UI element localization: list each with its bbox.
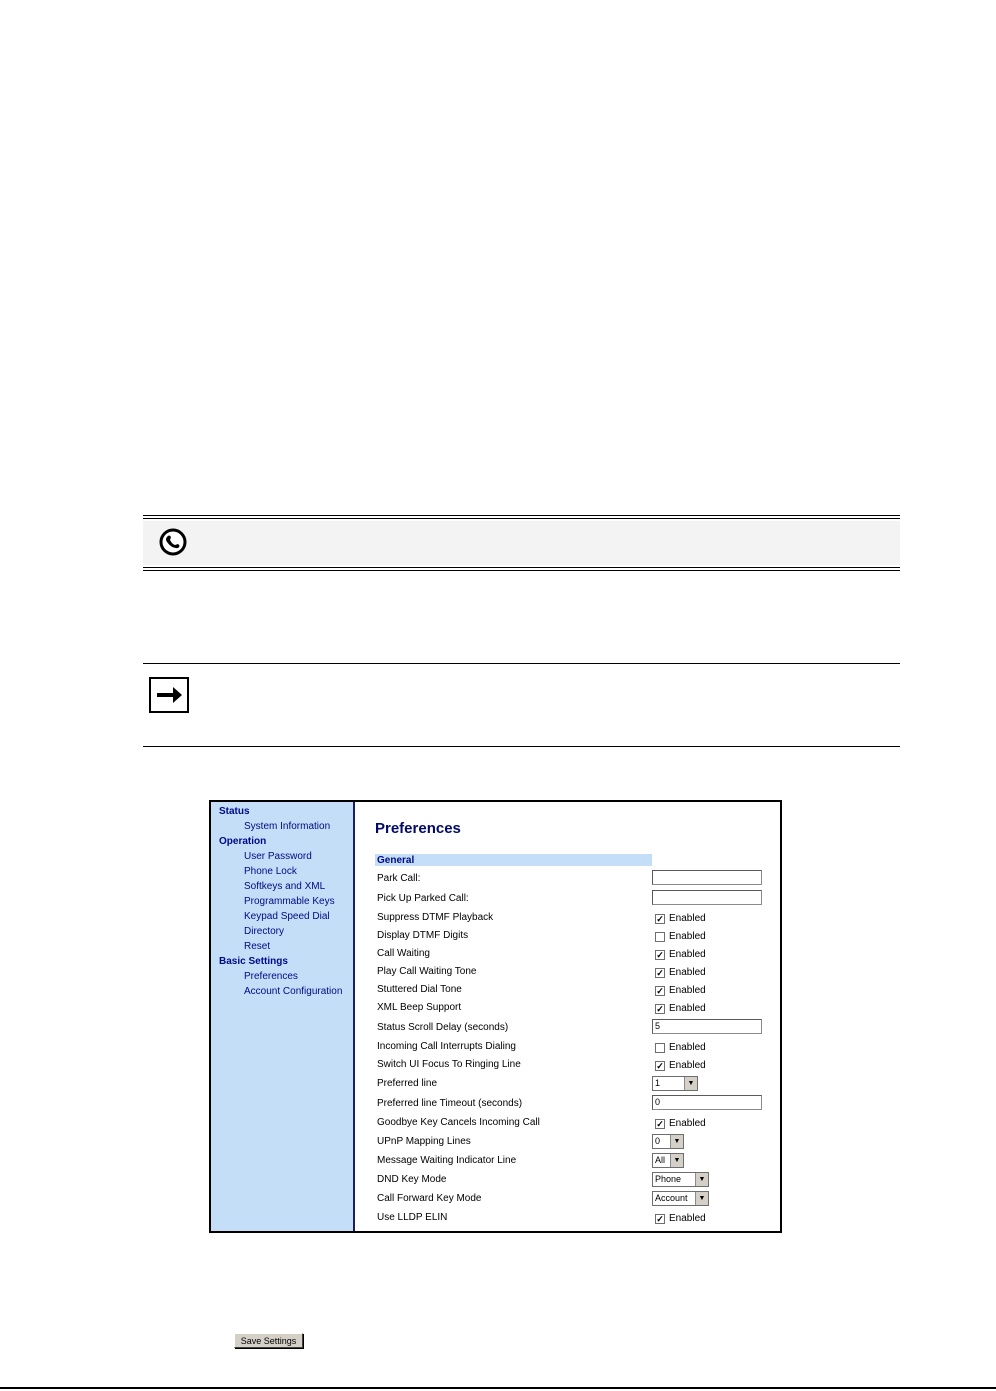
use-lldp-elin-checkbox-group <box>655 1213 706 1224</box>
sidebar-nav <box>211 802 355 1231</box>
preferred-line-select[interactable] <box>652 1076 698 1091</box>
display-dtmf-checkbox-group <box>655 931 706 942</box>
note-callout-phone <box>143 515 900 571</box>
note-callout-arrow <box>143 663 900 747</box>
park-call-input[interactable] <box>652 870 762 885</box>
callout-top-rule-thin <box>143 518 900 519</box>
label-message-waiting-indicator-line: Message Waiting Indicator Line <box>377 1155 517 1166</box>
checkbox-label: Enabled <box>669 1003 706 1014</box>
checkbox-label: Enabled <box>669 931 706 942</box>
sidebar-item-programmable-keys[interactable]: Programmable Keys <box>244 896 335 907</box>
sidebar-item-account-configuration[interactable]: Account Configuration <box>244 986 343 997</box>
nav-section-status[interactable]: Status <box>219 806 250 817</box>
label-preferred-line-timeout: Preferred line Timeout (seconds) <box>377 1098 523 1109</box>
phone-globe-icon <box>158 527 188 557</box>
page-footer-rule <box>0 1387 996 1389</box>
stuttered-dial-tone-checkbox-group <box>655 985 706 996</box>
sidebar-item-system-information[interactable]: System Information <box>244 821 331 832</box>
sidebar-item-keypad-speed-dial[interactable]: Keypad Speed Dial <box>244 911 330 922</box>
switch-ui-focus-checkbox[interactable]: ✓ <box>656 1060 664 1071</box>
checkbox-label: Enabled <box>669 949 706 960</box>
suppress-dtmf-checkbox-group <box>655 913 706 924</box>
stuttered-dial-tone-checkbox[interactable]: ✓ <box>656 985 664 996</box>
save-settings-button[interactable]: Save Settings <box>234 1333 303 1348</box>
label-park-call: Park Call: <box>377 873 421 884</box>
nav-section-operation[interactable]: Operation <box>219 836 267 847</box>
call-waiting-checkbox[interactable]: ✓ <box>656 949 664 960</box>
label-play-call-waiting-tone: Play Call Waiting Tone <box>377 966 477 977</box>
callout-bottom-rule <box>143 746 900 747</box>
label-use-lldp-elin: Use LLDP ELIN <box>377 1212 448 1223</box>
checkbox-label: Enabled <box>669 913 706 924</box>
callout-band <box>143 521 900 565</box>
message-waiting-indicator-select[interactable] <box>652 1153 684 1168</box>
label-incoming-call-interrupts: Incoming Call Interrupts Dialing <box>377 1041 516 1052</box>
label-call-waiting: Call Waiting <box>377 948 430 959</box>
label-goodbye-key-cancels: Goodbye Key Cancels Incoming Call <box>377 1117 540 1128</box>
call-forward-key-mode-select[interactable] <box>652 1191 709 1206</box>
callout-bottom-rule <box>143 570 900 571</box>
preferred-line-timeout-input[interactable]: 0 <box>652 1095 762 1110</box>
select-value: 1 <box>655 1078 661 1088</box>
checkbox-label: Enabled <box>669 1213 706 1224</box>
label-display-dtmf: Display DTMF Digits <box>377 930 469 941</box>
call-waiting-checkbox-group <box>655 949 706 960</box>
switch-ui-focus-checkbox-group <box>655 1060 706 1071</box>
label-xml-beep-support: XML Beep Support <box>377 1002 462 1013</box>
label-suppress-dtmf: Suppress DTMF Playback <box>377 912 494 923</box>
sidebar-item-phone-lock[interactable]: Phone Lock <box>244 866 297 877</box>
label-upnp-mapping-lines: UPnP Mapping Lines <box>377 1136 471 1147</box>
status-scroll-delay-input[interactable]: 5 <box>652 1019 762 1034</box>
upnp-mapping-lines-select[interactable] <box>652 1134 684 1149</box>
sidebar-item-reset[interactable]: Reset <box>244 941 271 952</box>
select-value: Account <box>655 1193 688 1203</box>
chevron-down-icon[interactable]: ▼ <box>695 1173 708 1186</box>
select-value: Phone <box>655 1174 682 1184</box>
preferences-content <box>357 802 780 1231</box>
use-lldp-elin-checkbox[interactable]: ✓ <box>656 1213 664 1224</box>
checkbox-label: Enabled <box>669 1060 706 1071</box>
suppress-dtmf-checkbox[interactable]: ✓ <box>656 913 664 924</box>
select-value: All <box>655 1155 666 1165</box>
checkbox-label: Enabled <box>669 985 706 996</box>
checkbox-label: Enabled <box>669 1042 706 1053</box>
play-call-waiting-tone-checkbox-group <box>655 967 706 978</box>
display-dtmf-checkbox[interactable] <box>655 932 665 942</box>
label-pick-up-parked-call: Pick Up Parked Call: <box>377 893 469 904</box>
callout-bottom-rule-thin <box>143 567 900 568</box>
right-arrow-icon <box>149 677 189 713</box>
checkbox-label: Enabled <box>669 1118 706 1129</box>
chevron-down-icon[interactable]: ▼ <box>670 1154 683 1167</box>
pick-up-parked-call-input[interactable] <box>652 890 762 905</box>
select-value: 0 <box>655 1136 661 1146</box>
label-switch-ui-focus: Switch UI Focus To Ringing Line <box>377 1059 521 1070</box>
nav-section-basic-settings[interactable]: Basic Settings <box>219 956 288 967</box>
label-status-scroll-delay: Status Scroll Delay (seconds) <box>377 1022 509 1033</box>
chevron-down-icon[interactable]: ▼ <box>684 1077 697 1090</box>
xml-beep-support-checkbox-group <box>655 1003 706 1014</box>
chevron-down-icon[interactable]: ▼ <box>670 1135 683 1148</box>
web-ui-screenshot <box>209 800 782 1233</box>
label-stuttered-dial-tone: Stuttered Dial Tone <box>377 984 462 995</box>
goodbye-key-cancels-checkbox[interactable]: ✓ <box>656 1118 664 1129</box>
label-preferred-line: Preferred line <box>377 1078 438 1089</box>
callout-top-rule <box>143 515 900 516</box>
callout-top-rule <box>143 663 900 664</box>
sidebar-item-user-password[interactable]: User Password <box>244 851 312 862</box>
label-dnd-key-mode: DND Key Mode <box>377 1174 447 1185</box>
chevron-down-icon[interactable]: ▼ <box>695 1192 708 1205</box>
sidebar-item-preferences[interactable]: Preferences <box>244 971 298 982</box>
checkbox-label: Enabled <box>669 967 706 978</box>
incoming-call-interrupts-checkbox[interactable] <box>655 1043 665 1053</box>
label-call-forward-key-mode: Call Forward Key Mode <box>377 1193 482 1204</box>
play-call-waiting-tone-checkbox[interactable]: ✓ <box>656 967 664 978</box>
sidebar-item-directory[interactable]: Directory <box>244 926 285 937</box>
incoming-call-interrupts-checkbox-group <box>655 1042 706 1053</box>
dnd-key-mode-select[interactable] <box>652 1172 709 1187</box>
page-title: Preferences <box>375 820 461 837</box>
goodbye-key-cancels-checkbox-group <box>655 1118 706 1129</box>
sidebar-item-softkeys-xml[interactable]: Softkeys and XML <box>244 881 326 892</box>
section-header-general: General <box>375 854 652 866</box>
xml-beep-support-checkbox[interactable]: ✓ <box>656 1003 664 1014</box>
